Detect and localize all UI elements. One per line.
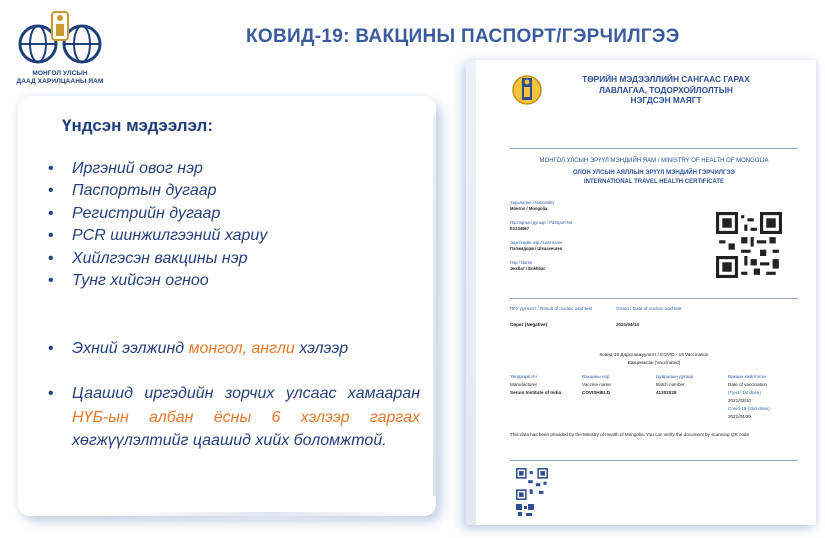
logo-line-1: МОНГОЛ УЛСЫН	[32, 70, 88, 77]
dose2-label: Covid-19 (2nd dose)	[728, 406, 770, 411]
globe-emblem-icon	[14, 6, 106, 68]
language-note-text: Эхний ээлжинд	[72, 340, 189, 357]
field-label: Нэр / Name	[510, 260, 533, 265]
cert-divider	[510, 148, 798, 149]
dose1-label: (Тун1/ 1st dose)	[728, 390, 761, 395]
col-date-en: Date of vaccination	[728, 382, 768, 387]
state-emblem-icon	[512, 70, 542, 110]
dose1-date: 2021/03/10	[728, 398, 751, 403]
col-vaccine-en: Vaccine name	[582, 382, 611, 387]
info-list	[48, 158, 267, 292]
pcr-date-label: Огноо / Date of nucleic acid test	[616, 306, 682, 311]
col-vaccine: Вакцины нэр	[582, 374, 610, 379]
qr-code-icon	[716, 212, 782, 278]
certificate-image	[466, 60, 816, 525]
pcr-value: Сөрөг (Negative)	[510, 322, 548, 327]
cert-divider	[510, 460, 798, 461]
col-batch: Цувралын дугаар	[656, 374, 694, 379]
field-label: Паспортын дугаар / Passport No	[510, 220, 573, 225]
section-title: Үндсэн мэдээлэл:	[62, 116, 214, 135]
cert-field	[510, 240, 562, 252]
pcr-date: 2021/04/14	[616, 322, 639, 327]
batch-number-value: 41202025	[656, 390, 677, 395]
manufacturer-value: Serum Institute of India	[510, 390, 562, 395]
language-note-end: хэлээр	[294, 340, 349, 357]
logo-line-2: ДААД ХАРИЛЦААНЫ ЯАМ	[16, 78, 104, 85]
slide-title: КОВИД-19: ВАКЦИНЫ ПАСПОРТ/ГЭРЧИЛГЭЭ	[246, 26, 680, 47]
cert-header	[546, 74, 786, 106]
future-note	[48, 382, 420, 453]
field-value: Пэлэмдорж / Ulsaaveuren	[510, 246, 563, 251]
field-value: E1234567	[510, 226, 530, 231]
field-value: Монгол / Mongolia	[510, 206, 548, 211]
vaccine-name-value: COVISHIELD	[582, 390, 611, 395]
info-panel	[18, 96, 436, 516]
tiny-qr-code-icon	[516, 504, 534, 518]
list-item: • Паспортын дугаар	[48, 180, 267, 202]
list-item: • Регистрийн дугаар	[48, 203, 267, 225]
small-qr-code-icon	[516, 468, 548, 500]
dose2-date: 2021/04/20	[728, 414, 751, 419]
cert-divider	[510, 298, 798, 299]
cert-ministry: МОНГОЛ УЛСЫН ЭРҮҮЛ МЭНДИЙН ЯАМ / MINISTRY OF HEALTH OF MONGOLIA	[539, 158, 769, 164]
col-manufacturer-en: Manufacturer	[510, 382, 538, 387]
language-highlight: монгол, англи	[188, 340, 295, 357]
cert-header-3: НЭГДСЭН МАЯГТ	[630, 95, 702, 105]
language-note	[48, 340, 348, 358]
list-item: • Иргэний овог нэр	[48, 158, 267, 180]
field-label: Харьяалал / Nationality	[510, 200, 555, 205]
future-note-text: Цаашид иргэдийн зорчих улсаас хамааран	[72, 385, 420, 402]
col-batch-en: Batch number	[656, 382, 685, 387]
decorative-strip	[100, 512, 440, 522]
future-note-end: хөгжүүлэлтийг цаашид хийх боломжтой.	[72, 432, 387, 449]
field-value: Энхбат / Enkhbat	[510, 266, 545, 271]
ministry-logo	[10, 6, 110, 96]
list-item: • Тунг хийсэн огноо	[48, 270, 267, 292]
cert-title	[508, 169, 800, 187]
list-item: • Хийлгэсэн вакцины нэр	[48, 248, 267, 270]
field-label: Эцэг/эхийн нэр / Last name	[510, 240, 563, 245]
col-manufacturer: Үйлдвэрлэгч	[510, 374, 537, 379]
cert-edge	[466, 60, 476, 525]
cert-field	[510, 220, 572, 232]
col-date: Вакцин хийлгэсэн	[728, 374, 766, 379]
cert-field	[510, 260, 545, 272]
cert-header-1: ТӨРИЙН МЭДЭЭЛЛИЙН САНГААС ГАРАХ	[582, 74, 750, 84]
vaccination-header: Ковид-19 Дархлаажуулалт / COVID - 19 Vaccination	[599, 352, 709, 357]
list-item: • PCR шинжилгээний хариу	[48, 225, 267, 247]
cert-field	[510, 200, 555, 212]
logo-caption	[10, 70, 110, 86]
vaccinated-status: Вакцинжсан (Vaccinated)	[627, 360, 681, 365]
pcr-label: ПГУ дүгнэлт / Result of nucleic acid test	[510, 306, 593, 311]
cert-title-en: INTERNATIONAL TRAVEL HEALTH CERTIFICATE	[584, 179, 724, 185]
disclaimer: This data has been provided by the Ministry of Health of Mongolia. You can verify the document by scanning QR code	[510, 432, 750, 437]
cert-title-mn: ОЛОН УЛСЫН АЯЛЛЫН ЭРҮҮЛ МЭНДИЙН ГЭРЧИЛГЭЭ	[573, 170, 735, 176]
panel-accent	[433, 116, 436, 496]
future-highlight: НҮБ-ын албан ёсны 6 хэлээр гаргах	[72, 408, 420, 426]
cert-header-2: ЛАВЛАГАА, ТОДОРХОЙЛОЛТЫН	[599, 84, 733, 95]
